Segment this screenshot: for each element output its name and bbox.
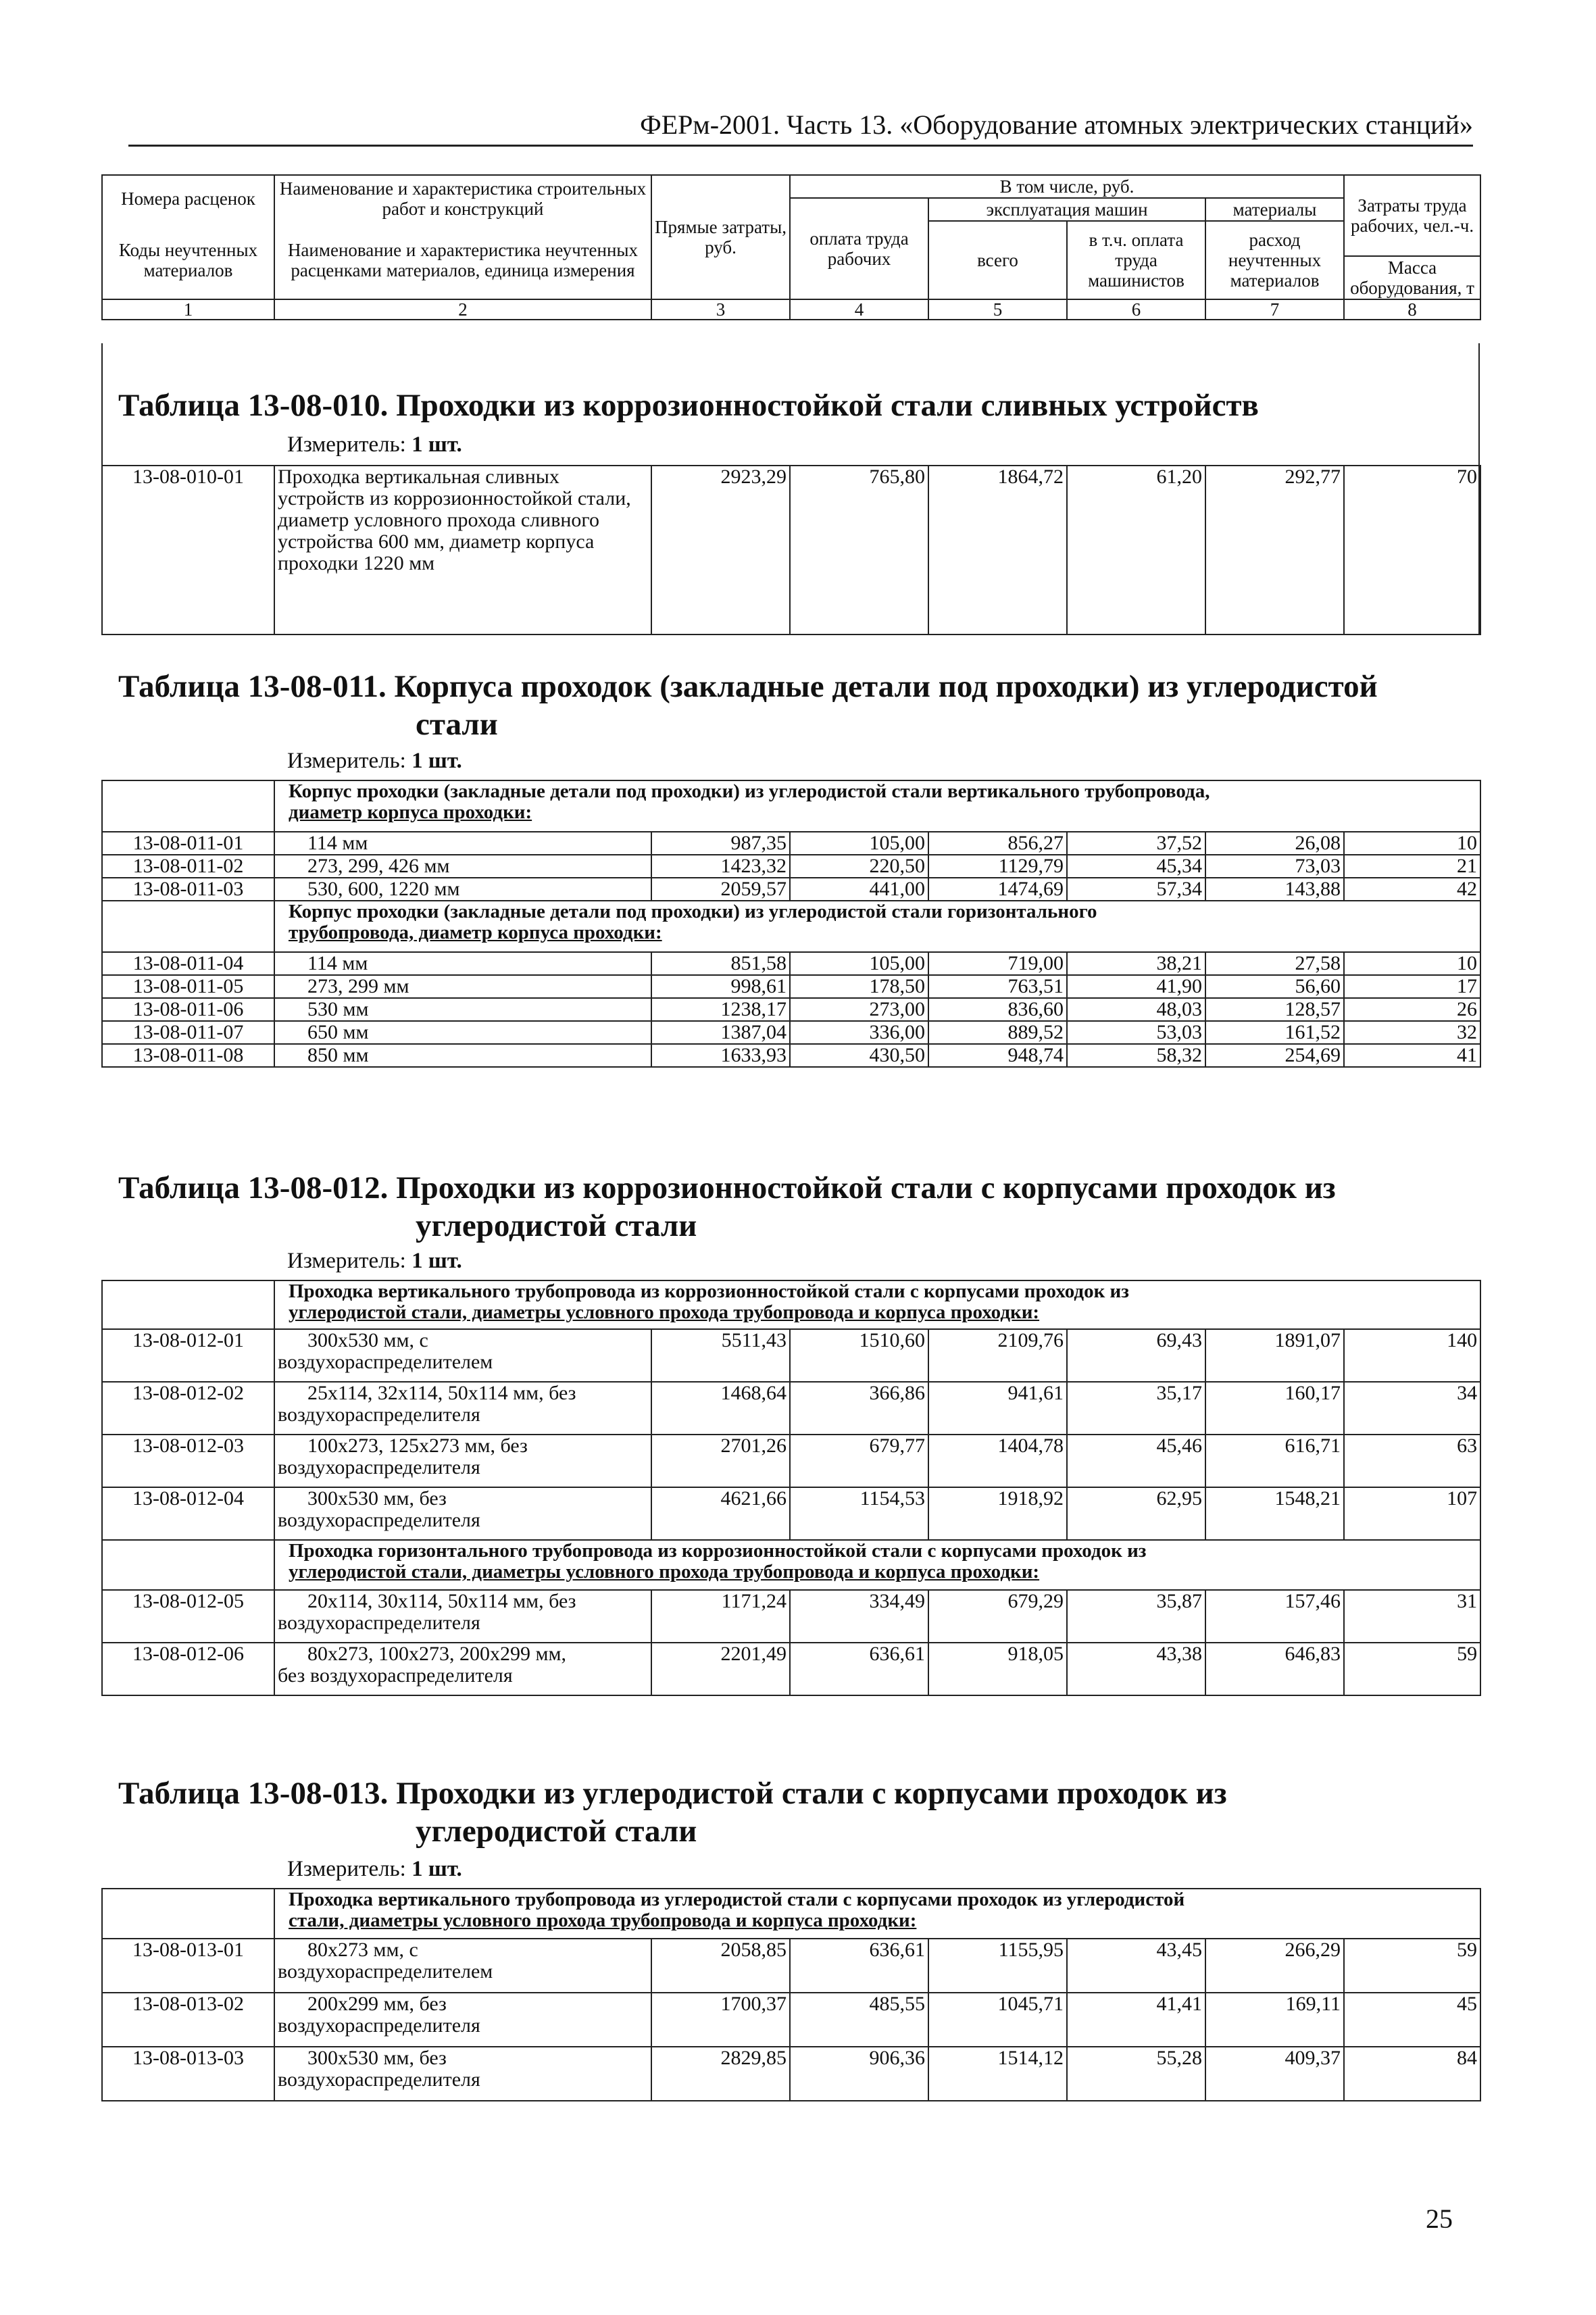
direct-costs: 1238,17 <box>651 998 790 1021</box>
direct-costs: 2201,49 <box>651 1643 790 1695</box>
direct-costs: 1387,04 <box>651 1021 790 1044</box>
operator-pay: 58,32 <box>1067 1044 1205 1067</box>
subsection-row <box>102 1889 1480 1939</box>
subsection-heading: Проходка горизонтального трубопровода из коррозионностойкой стали с корпусами проходок из углеродистой стали, диаметры условного прохода трубопровода и корпуса проходки: <box>274 1540 1480 1590</box>
operator-pay: 41,90 <box>1067 975 1205 998</box>
table-013-measure: Измеритель: 1 шт. <box>287 1857 462 1881</box>
machines-total: 719,00 <box>928 952 1067 975</box>
table-row <box>102 878 1480 901</box>
labor: 10 <box>1344 832 1480 855</box>
direct-costs: 1468,64 <box>651 1382 790 1435</box>
labor: 42 <box>1344 878 1480 901</box>
work-description: 100x273, 125x273 мм, без воздухораспределителя <box>274 1435 651 1487</box>
labor: 45 <box>1344 1993 1480 2047</box>
table-row <box>102 1044 1480 1067</box>
work-description: 80x273 мм, с воздухораспределителем <box>274 1939 651 1993</box>
operator-pay: 38,21 <box>1067 952 1205 975</box>
rate-code: 13-08-011-01 <box>102 832 274 855</box>
machines-total: 836,60 <box>928 998 1067 1021</box>
labor: 34 <box>1344 1382 1480 1435</box>
table-row <box>102 1590 1480 1643</box>
machines-total: 856,27 <box>928 832 1067 855</box>
rate-code: 13-08-013-03 <box>102 2047 274 2101</box>
operator-pay: 55,28 <box>1067 2047 1205 2101</box>
table-011-measure: Измеритель: 1 шт. <box>287 749 462 773</box>
materials: 157,46 <box>1205 1590 1344 1643</box>
direct-costs: 5511,43 <box>651 1329 790 1382</box>
operator-pay: 35,87 <box>1067 1590 1205 1643</box>
table-row <box>102 998 1480 1021</box>
worker-pay: 105,00 <box>790 952 928 975</box>
table-013 <box>101 1888 1481 2101</box>
work-description: 300x530 мм, с воздухораспределителем <box>274 1329 651 1382</box>
work-description: 850 мм <box>274 1044 651 1067</box>
materials: 254,69 <box>1205 1044 1344 1067</box>
direct-costs: 4621,66 <box>651 1487 790 1540</box>
worker-pay: 334,49 <box>790 1590 928 1643</box>
table-row <box>102 975 1480 998</box>
work-description: 530, 600, 1220 мм <box>274 878 651 901</box>
worker-pay: 273,00 <box>790 998 928 1021</box>
machines-total: 1864,72 <box>928 466 1067 634</box>
table-013-title: Таблица 13-08-013. Проходки из углеродистой стали с корпусами проходок из углеродистой стали <box>118 1776 1227 1849</box>
direct-costs: 998,61 <box>651 975 790 998</box>
labor: 63 <box>1344 1435 1480 1487</box>
materials: 143,88 <box>1205 878 1344 901</box>
table-011-title: Таблица 13-08-011. Корпуса проходок (закладные детали под проходки) из углеродистой стали <box>118 669 1378 742</box>
machines-total: 1155,95 <box>928 1939 1067 1993</box>
col-direct-costs-header: Прямые затраты, руб. <box>651 175 790 299</box>
work-description: 273, 299, 426 мм <box>274 855 651 878</box>
operator-pay: 57,34 <box>1067 878 1205 901</box>
materials: 169,11 <box>1205 1993 1344 2047</box>
materials: 266,29 <box>1205 1939 1344 1993</box>
table-010-title: Таблица 13-08-010. Проходки из коррозионностойкой стали сливных устройств <box>118 388 1259 423</box>
col-materials-header: материалы <box>1205 198 1344 221</box>
column-header-table <box>101 174 1481 320</box>
subsection-heading: Проходка вертикального трубопровода из углеродистой стали с корпусами проходок из углеродистой стали, диаметры условного прохода трубопровода и корпуса проходки: <box>274 1889 1480 1939</box>
subsection-row <box>102 901 1480 952</box>
col-material-codes-header: Коды неучтенных материалов <box>102 221 274 299</box>
worker-pay: 441,00 <box>790 878 928 901</box>
worker-pay: 105,00 <box>790 832 928 855</box>
materials: 1891,07 <box>1205 1329 1344 1382</box>
machines-total: 1474,69 <box>928 878 1067 901</box>
rate-code: 13-08-011-07 <box>102 1021 274 1044</box>
table-row <box>102 1939 1480 1993</box>
table-010 <box>101 465 1481 635</box>
direct-costs: 987,35 <box>651 832 790 855</box>
labor: 84 <box>1344 2047 1480 2101</box>
subsection-row <box>102 1280 1480 1329</box>
empty-cell <box>102 1889 274 1939</box>
subsection-row <box>102 780 1480 832</box>
col-number: 5 <box>928 299 1067 320</box>
col-mass-header: Масса оборудования, т <box>1344 256 1480 299</box>
machines-total: 1129,79 <box>928 855 1067 878</box>
work-description: 300x530 мм, без воздухораспределителя <box>274 2047 651 2101</box>
col-number: 7 <box>1205 299 1344 320</box>
materials: 128,57 <box>1205 998 1344 1021</box>
labor: 31 <box>1344 1590 1480 1643</box>
subsection-row <box>102 1540 1480 1590</box>
rate-code: 13-08-011-03 <box>102 878 274 901</box>
col-number: 1 <box>102 299 274 320</box>
empty-cell <box>102 901 274 952</box>
labor: 10 <box>1344 952 1480 975</box>
direct-costs: 2701,26 <box>651 1435 790 1487</box>
direct-costs: 2923,29 <box>651 466 790 634</box>
machines-total: 763,51 <box>928 975 1067 998</box>
rate-code: 13-08-011-04 <box>102 952 274 975</box>
materials: 409,37 <box>1205 2047 1344 2101</box>
page-number: 25 <box>1426 2204 1453 2234</box>
labor: 140 <box>1344 1329 1480 1382</box>
col-material-names-header: Наименование и характеристика неучтенных расценками материалов, единица измерения <box>274 221 651 299</box>
work-description: 650 мм <box>274 1021 651 1044</box>
col-number: 3 <box>651 299 790 320</box>
materials: 1548,21 <box>1205 1487 1344 1540</box>
direct-costs: 851,58 <box>651 952 790 975</box>
col-machines-total-header: всего <box>928 221 1067 299</box>
operator-pay: 61,20 <box>1067 466 1205 634</box>
operator-pay: 43,38 <box>1067 1643 1205 1695</box>
labor: 21 <box>1344 855 1480 878</box>
materials: 27,58 <box>1205 952 1344 975</box>
work-description: 273, 299 мм <box>274 975 651 998</box>
materials: 616,71 <box>1205 1435 1344 1487</box>
col-machines-header: эксплуатация машин <box>928 198 1205 221</box>
table-012-measure: Измеритель: 1 шт. <box>287 1249 462 1273</box>
table-row <box>102 1435 1480 1487</box>
machines-total: 889,52 <box>928 1021 1067 1044</box>
col-operator-pay-header: в т.ч. оплата труда машинистов <box>1067 221 1205 299</box>
rate-code: 13-08-011-02 <box>102 855 274 878</box>
operator-pay: 45,46 <box>1067 1435 1205 1487</box>
table-row <box>102 855 1480 878</box>
work-description: 114 мм <box>274 832 651 855</box>
table-row <box>102 2047 1480 2101</box>
rate-code: 13-08-012-02 <box>102 1382 274 1435</box>
empty-cell <box>102 1540 274 1590</box>
table-row <box>102 466 1480 634</box>
machines-total: 1918,92 <box>928 1487 1067 1540</box>
table-row <box>102 952 1480 975</box>
table-row <box>102 1487 1480 1540</box>
work-description: 300x530 мм, без воздухораспределителя <box>274 1487 651 1540</box>
table-row <box>102 832 1480 855</box>
labor: 17 <box>1344 975 1480 998</box>
table-row <box>102 1021 1480 1044</box>
subsection-heading: Проходка вертикального трубопровода из коррозионностойкой стали с корпусами проходок из углеродистой стали, диаметры условного прохода трубопровода и корпуса проходки: <box>274 1280 1480 1329</box>
rate-code: 13-08-011-06 <box>102 998 274 1021</box>
rate-code: 13-08-012-05 <box>102 1590 274 1643</box>
operator-pay: 43,45 <box>1067 1939 1205 1993</box>
col-number: 8 <box>1344 299 1480 320</box>
table-row <box>102 1329 1480 1382</box>
machines-total: 1514,12 <box>928 2047 1067 2101</box>
direct-costs: 2829,85 <box>651 2047 790 2101</box>
worker-pay: 636,61 <box>790 1643 928 1695</box>
operator-pay: 41,41 <box>1067 1993 1205 2047</box>
rate-code: 13-08-010-01 <box>102 466 274 634</box>
rate-code: 13-08-012-01 <box>102 1329 274 1382</box>
direct-costs: 1633,93 <box>651 1044 790 1067</box>
materials: 646,83 <box>1205 1643 1344 1695</box>
work-description: 200x299 мм, без воздухораспределителя <box>274 1993 651 2047</box>
col-including-header: В том числе, руб. <box>790 175 1344 198</box>
rate-code: 13-08-013-02 <box>102 1993 274 2047</box>
machines-total: 679,29 <box>928 1590 1067 1643</box>
materials: 56,60 <box>1205 975 1344 998</box>
worker-pay: 765,80 <box>790 466 928 634</box>
materials: 292,77 <box>1205 466 1344 634</box>
col-name-header: Наименование и характеристика строительных работ и конструкций <box>274 175 651 221</box>
empty-cell <box>102 780 274 832</box>
worker-pay: 636,61 <box>790 1939 928 1993</box>
work-description: 20x114, 30x114, 50x114 мм, без воздухораспределителя <box>274 1590 651 1643</box>
work-description: 114 мм <box>274 952 651 975</box>
rate-code: 13-08-012-06 <box>102 1643 274 1695</box>
machines-total: 1404,78 <box>928 1435 1067 1487</box>
machines-total: 918,05 <box>928 1643 1067 1695</box>
direct-costs: 1423,32 <box>651 855 790 878</box>
col-codes-header: Номера расценок <box>102 175 274 221</box>
labor: 26 <box>1344 998 1480 1021</box>
worker-pay: 366,86 <box>790 1382 928 1435</box>
table-010-measure: Измеритель: 1 шт. <box>287 432 462 457</box>
work-description: 25x114, 32x114, 50x114 мм, без воздухораспределителя <box>274 1382 651 1435</box>
subsection-heading: Корпус проходки (закладные детали под проходки) из углеродистой стали горизонтального трубопровода, диаметр корпуса проходки: <box>274 901 1480 952</box>
work-description: 530 мм <box>274 998 651 1021</box>
work-description: Проходка вертикальная сливных устройств из коррозионностойкой стали, диаметр условного прохода сливного устройства 600 мм, диаметр корпуса проходки 1220 мм <box>274 466 651 634</box>
rate-code: 13-08-011-05 <box>102 975 274 998</box>
direct-costs: 2059,57 <box>651 878 790 901</box>
operator-pay: 69,43 <box>1067 1329 1205 1382</box>
labor: 59 <box>1344 1643 1480 1695</box>
work-description: 80x273, 100x273, 200x299 мм, без воздухораспределителя <box>274 1643 651 1695</box>
materials: 160,17 <box>1205 1382 1344 1435</box>
machines-total: 1045,71 <box>928 1993 1067 2047</box>
page-header-title: ФЕРм-2001. Часть 13. «Оборудование атомных электрических станций» <box>128 108 1473 147</box>
worker-pay: 679,77 <box>790 1435 928 1487</box>
direct-costs: 2058,85 <box>651 1939 790 1993</box>
worker-pay: 1510,60 <box>790 1329 928 1382</box>
labor: 41 <box>1344 1044 1480 1067</box>
rate-code: 13-08-013-01 <box>102 1939 274 1993</box>
operator-pay: 45,34 <box>1067 855 1205 878</box>
table-012-title: Таблица 13-08-012. Проходки из коррозионностойкой стали с корпусами проходок из углеродистой стали <box>118 1170 1336 1243</box>
col-material-use-header: расход неучтенных материалов <box>1205 221 1344 299</box>
empty-cell <box>102 1280 274 1329</box>
worker-pay: 220,50 <box>790 855 928 878</box>
col-labor-header: Затраты труда рабочих, чел.-ч. <box>1344 175 1480 256</box>
machines-total: 948,74 <box>928 1044 1067 1067</box>
operator-pay: 53,03 <box>1067 1021 1205 1044</box>
direct-costs: 1700,37 <box>651 1993 790 2047</box>
worker-pay: 178,50 <box>790 975 928 998</box>
labor: 32 <box>1344 1021 1480 1044</box>
materials: 161,52 <box>1205 1021 1344 1044</box>
col-number: 2 <box>274 299 651 320</box>
operator-pay: 35,17 <box>1067 1382 1205 1435</box>
worker-pay: 336,00 <box>790 1021 928 1044</box>
direct-costs: 1171,24 <box>651 1590 790 1643</box>
worker-pay: 1154,53 <box>790 1487 928 1540</box>
labor: 59 <box>1344 1939 1480 1993</box>
machines-total: 941,61 <box>928 1382 1067 1435</box>
col-number: 4 <box>790 299 928 320</box>
table-row <box>102 1382 1480 1435</box>
operator-pay: 48,03 <box>1067 998 1205 1021</box>
labor: 70 <box>1344 466 1480 634</box>
col-number: 6 <box>1067 299 1205 320</box>
worker-pay: 906,36 <box>790 2047 928 2101</box>
machines-total: 2109,76 <box>928 1329 1067 1382</box>
rate-code: 13-08-012-03 <box>102 1435 274 1487</box>
col-worker-pay-header: оплата труда рабочих <box>790 198 928 299</box>
table-row <box>102 1993 1480 2047</box>
labor: 107 <box>1344 1487 1480 1540</box>
worker-pay: 485,55 <box>790 1993 928 2047</box>
materials: 26,08 <box>1205 832 1344 855</box>
table-012 <box>101 1280 1481 1696</box>
materials: 73,03 <box>1205 855 1344 878</box>
worker-pay: 430,50 <box>790 1044 928 1067</box>
rate-code: 13-08-011-08 <box>102 1044 274 1067</box>
operator-pay: 37,52 <box>1067 832 1205 855</box>
subsection-heading: Корпус проходки (закладные детали под проходки) из углеродистой стали вертикального трубопровода, диаметр корпуса проходки: <box>274 780 1480 832</box>
table-011 <box>101 780 1481 1068</box>
rate-code: 13-08-012-04 <box>102 1487 274 1540</box>
table-row <box>102 1643 1480 1695</box>
operator-pay: 62,95 <box>1067 1487 1205 1540</box>
